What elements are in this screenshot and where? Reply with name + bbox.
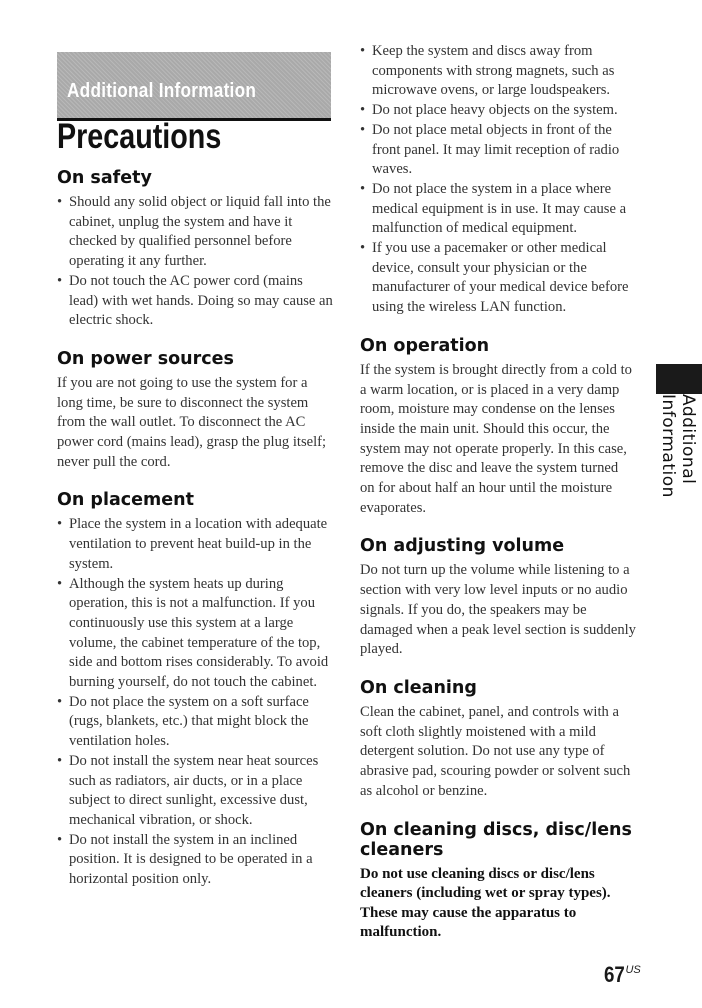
- list-item: • Do not install the system in an inclined position. It is designed to be operated in a horizontal position only.: [57, 831, 333, 890]
- side-tab-marker: [656, 364, 702, 394]
- cleaning-discs-heading: On cleaning discs, disc/lens cleaners: [360, 819, 632, 860]
- list-item: • Do not place the system on a soft surface (rugs, blankets, etc.) that might block the ventilation holes.: [57, 693, 333, 752]
- volume-text: Do not turn up the volume while listening to a section with very low level inputs or no audio signals. If you do, the speakers may be damaged when a peak level section is suddenly played.: [360, 562, 636, 658]
- page-number: [604, 962, 641, 988]
- placement-heading: On placement: [57, 490, 194, 511]
- list-item: • If you use a pacemaker or other medical device, consult your physician or the manufacturer of your medical device before using the wireless LAN function.: [360, 239, 636, 318]
- side-tab-label: Additional Information: [658, 394, 698, 498]
- operation-heading: On operation: [360, 335, 490, 356]
- list-item: • Do not touch the AC power cord (mains lead) with wet hands. Doing so may cause an electric shock.: [57, 272, 333, 331]
- safety-heading: On safety: [57, 168, 152, 188]
- power-sources-heading: On power sources: [57, 348, 234, 369]
- list-item: • Place the system in a location with adequate ventilation to prevent heat build-up in the system.: [57, 515, 333, 574]
- list-item: • Although the system heats up during operation, this is not a malfunction. If you continuously use this system at a large volume, the cabinet temperature of the top, side and bottom rises considerably. To avoid burning yourself, do not touch the cabinet.: [57, 575, 333, 693]
- cleaning-heading: On cleaning: [360, 677, 477, 698]
- volume-heading: On adjusting volume: [360, 536, 565, 557]
- page-title: Precautions: [57, 117, 222, 156]
- power-sources-text: If you are not going to use the system for a long time, be sure to disconnect the system from the wall outlet. To disconnect the AC power cord (mains lead), grasp the plug itself; never pull the cord.: [57, 374, 327, 470]
- placement-list: [57, 515, 333, 889]
- list-item: • Do not place metal objects in front of the front panel. It may limit reception of radio waves.: [360, 121, 636, 180]
- section-banner-title: Additional Information: [67, 80, 257, 102]
- placement-list-continued: [360, 42, 636, 318]
- section-banner: [57, 52, 331, 118]
- right-column: [360, 42, 636, 943]
- list-item: • Do not place the system in a place where medical equipment is in use. It may cause a malfunction of medical equipment.: [360, 180, 636, 239]
- cleaning-discs-warning: Do not use cleaning discs or disc/lens cleaners (including wet or spray types). These may cause the apparatus to malfunction.: [360, 865, 611, 941]
- page-number-value: 67: [604, 962, 625, 987]
- safety-list: [57, 193, 333, 331]
- side-tab: [658, 394, 698, 584]
- operation-text: If the system is brought directly from a cold to a warm location, or is placed in a very damp room, moisture may condense on the lenses inside the main unit. Should this occur, the system may not operate properly. In this case, remove the disc and leave the system turned on for about half an hour until the moisture evaporates.: [360, 361, 632, 516]
- list-item: • Keep the system and discs away from components with strong magnets, such as microwave ovens, or large loudspeakers.: [360, 42, 636, 101]
- cleaning-text: Clean the cabinet, panel, and controls with a soft cloth slightly moistened with a mild detergent solution. Do not use any type of abrasive pad, scouring powder or solvent such as alcohol or benzine.: [360, 703, 631, 799]
- page-number-suffix: US: [625, 964, 641, 976]
- list-item: • Do not install the system near heat sources such as radiators, air ducts, or in a place subject to direct sunlight, excessive dust, mechanical vibration, or shock.: [57, 752, 333, 831]
- left-column: [57, 168, 333, 890]
- list-item: • Should any solid object or liquid fall into the cabinet, unplug the system and have it checked by qualified personnel before operating it any further.: [57, 193, 333, 272]
- list-item: • Do not place heavy objects on the system.: [360, 101, 636, 121]
